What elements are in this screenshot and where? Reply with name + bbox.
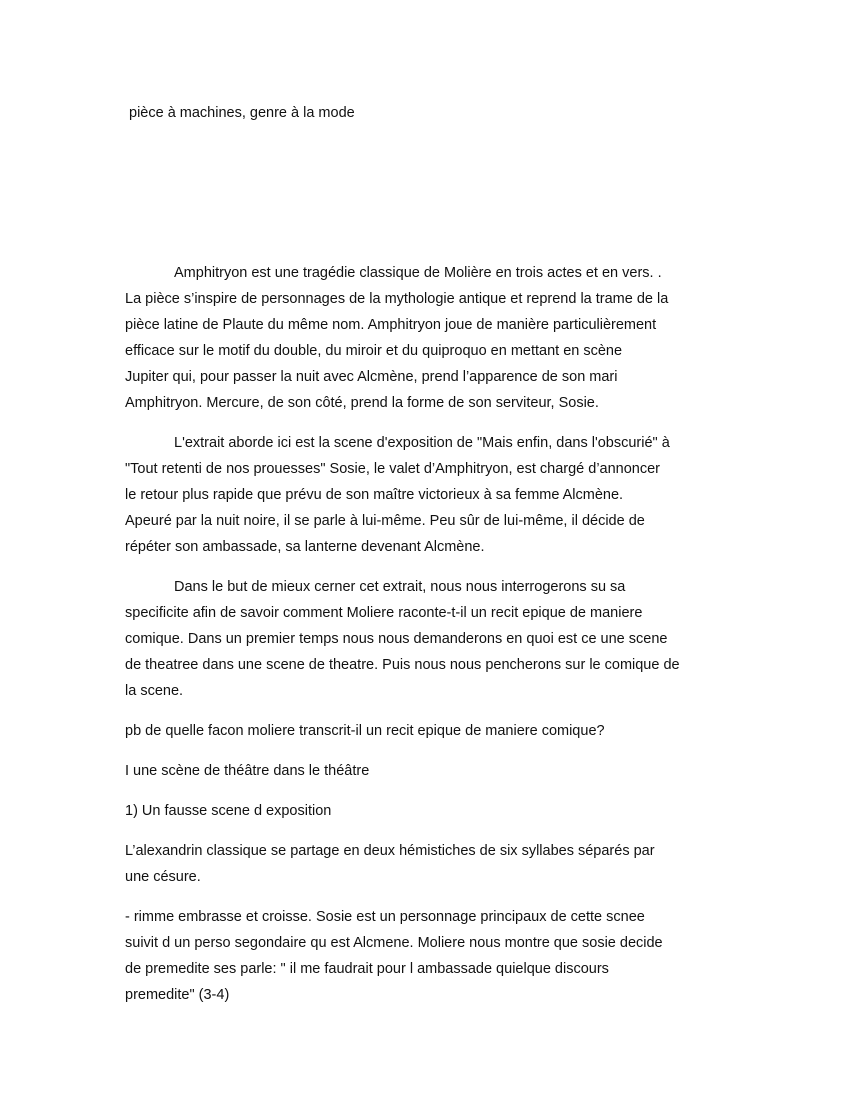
paragraph-line: la scene. [125,683,184,699]
paragraph-line: L'extrait aborde ici est la scene d'exposition de "Mais enfin, dans l'obscurié" à [174,435,670,451]
paragraph-line: I une scène de théâtre dans le théâtre [125,763,370,779]
paragraph-line: de premedite ses parle: " il me faudrait pour l ambassade quielque discours [125,961,609,977]
paragraph-line: répéter son ambassade, sa lanterne devenant Alcmène. [125,539,485,555]
paragraph-analysis [125,904,705,1008]
paragraph-line: comique. Dans un premier temps nous nous demanderons en quoi est ce une scene [125,631,668,647]
paragraph-line: Amphitryon est une tragédie classique de Molière en trois actes et en vers. . [174,265,662,281]
paragraph-line: pb de quelle facon moliere transcrit-il un recit epique de maniere comique? [125,723,605,739]
paragraph-line: efficace sur le motif du double, du miroir et du quiproquo en mettant en scène [125,343,623,359]
paragraph-intro [125,260,705,416]
paragraph-plan [125,574,705,704]
paragraph-line: Apeuré par la nuit noire, il se parle à lui-même. Peu sûr de lui-même, il décide de [125,513,645,529]
subsection-heading [125,798,705,824]
paragraph-line: suivit d un perso segondaire qu est Alcmene. Moliere nous montre que sosie decide [125,935,663,951]
paragraph-line: Jupiter qui, pour passer la nuit avec Alcmène, prend l’apparence de son mari [125,369,618,385]
paragraph-alexandrin [125,838,705,890]
paragraph-line: L’alexandrin classique se partage en deux hémistiches de six syllabes séparés par [125,843,655,859]
paragraph-line: Amphitryon. Mercure, de son côté, prend la forme de son serviteur, Sosie. [125,395,599,411]
paragraph-problematique [125,718,705,744]
paragraph-line: specificite afin de savoir comment Moliere raconte-t-il un recit epique de maniere [125,605,643,621]
section-heading [125,758,705,784]
paragraph-line: Dans le but de mieux cerner cet extrait, nous nous interrogerons su sa [174,579,626,595]
paragraph-line: La pièce s’inspire de personnages de la mythologie antique et reprend la trame de la [125,291,669,307]
paragraph-line: de theatree dans une scene de theatre. Puis nous nous pencherons sur le comique de [125,657,680,673]
paragraph-line: "Tout retenti de nos prouesses" Sosie, le valet d’Amphitryon, est chargé d’annoncer [125,461,661,477]
paragraph-line: 1) Un fausse scene d exposition [125,803,332,819]
paragraph-line: premedite" (3-4) [125,987,230,1003]
heading-text: pièce à machines, genre à la mode [129,105,355,121]
document-body [125,260,705,1022]
paragraph-line: le retour plus rapide que prévu de son maître victorieux à sa femme Alcmène. [125,487,624,503]
paragraph-line: une césure. [125,869,201,885]
paragraph-line: - rimme embrasse et croisse. Sosie est un personnage principaux de cette scnee [125,909,645,925]
paragraph-extract [125,430,705,560]
paragraph-line: pièce latine de Plaute du même nom. Amphitryon joue de manière particulièrement [125,317,657,333]
